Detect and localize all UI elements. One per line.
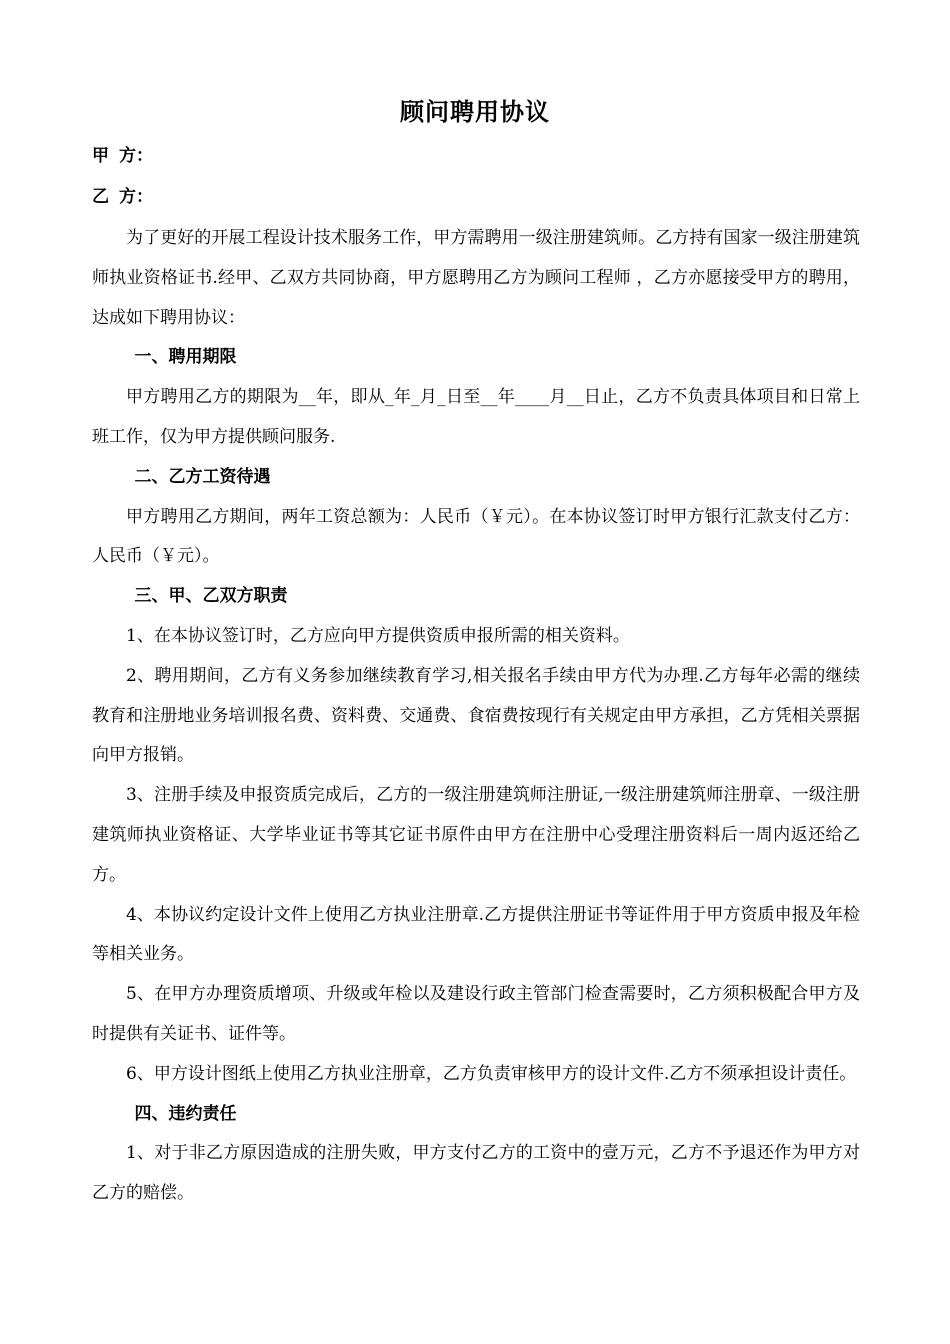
section-3-item-6: 6、甲方设计图纸上使用乙方执业注册章，乙方负责审核甲方的设计文件.乙方不须承担设计责任。	[126, 1063, 857, 1084]
section-2-heading: 二、乙方工资待遇	[134, 466, 271, 487]
section-3-item-4: 4、本协议约定设计文件上使用乙方执业注册章.乙方提供注册证书等证件用于甲方资质申报及年检等相关业务。	[92, 904, 860, 965]
section-3-heading: 三、甲、乙双方职责	[134, 586, 288, 607]
party-a-label: 甲	[92, 146, 119, 166]
party-a-line	[92, 142, 153, 170]
section-1-text: 甲方聘用乙方的期限为__年，即从_年_月_日至__年____月__日止，乙方不负责具体项目和日常上班工作，仅为甲方提供顾问服务.	[92, 387, 860, 447]
section-3-item-5: 5、在甲方办理资质增项、升级或年检以及建设行政主管部门检查需要时，乙方须积极配合甲方及时提供有关证书、证件等。	[92, 984, 860, 1044]
section-1-heading: 一、聘用期限	[134, 347, 237, 368]
section-3-item-3: 3、注册手续及申报资质完成后，乙方的一级注册建筑师注册证,一级注册建筑师注册章、一级注册建筑师执业资格证、大学毕业证书等其它证书原件由甲方在注册中心受理注册资料后一周内返还给乙方。	[92, 785, 860, 885]
section-3-item-1: 1、在本协议签订时，乙方应向甲方提供资质申报所需的相关资料。	[126, 625, 630, 646]
document-title: 顾问聘用协议	[400, 98, 550, 126]
section-4-heading: 四、违约责任	[134, 1103, 237, 1124]
party-b-line	[92, 183, 153, 211]
agreement-body	[92, 219, 860, 1214]
section-2-text: 甲方聘用乙方期间，两年工资总额为：人民币（￥元）。在本协议签订时甲方银行汇款支付乙方：人民币（￥元）。	[92, 506, 860, 567]
section-4-item-1: 1、对于非乙方原因造成的注册失败，甲方支付乙方的工资中的壹万元，乙方不予退还作为甲方对乙方的赔偿。	[92, 1143, 860, 1204]
party-a-suffix: 方：	[119, 146, 153, 166]
intro-paragraph: 为了更好的开展工程设计技术服务工作，甲方需聘用一级注册建筑师。乙方持有国家一级注册建筑师执业资格证书.经甲、乙双方共同协商，甲方愿聘用乙方为顾问工程师 ，乙方亦愿接受甲方的聘用，达成如下聘用协议：	[92, 228, 860, 328]
section-3-item-2: 2、聘用期间，乙方有义务参加继续教育学习,相关报名手续由甲方代为办理.乙方每年必需的继续教育和注册地业务培训报名费、资料费、交通费、食宿费按现行有关规定由甲方承担，乙方凭相关票据向甲方报销。	[92, 665, 860, 766]
party-b-suffix: 方：	[119, 187, 153, 207]
party-b-label: 乙	[92, 187, 119, 207]
